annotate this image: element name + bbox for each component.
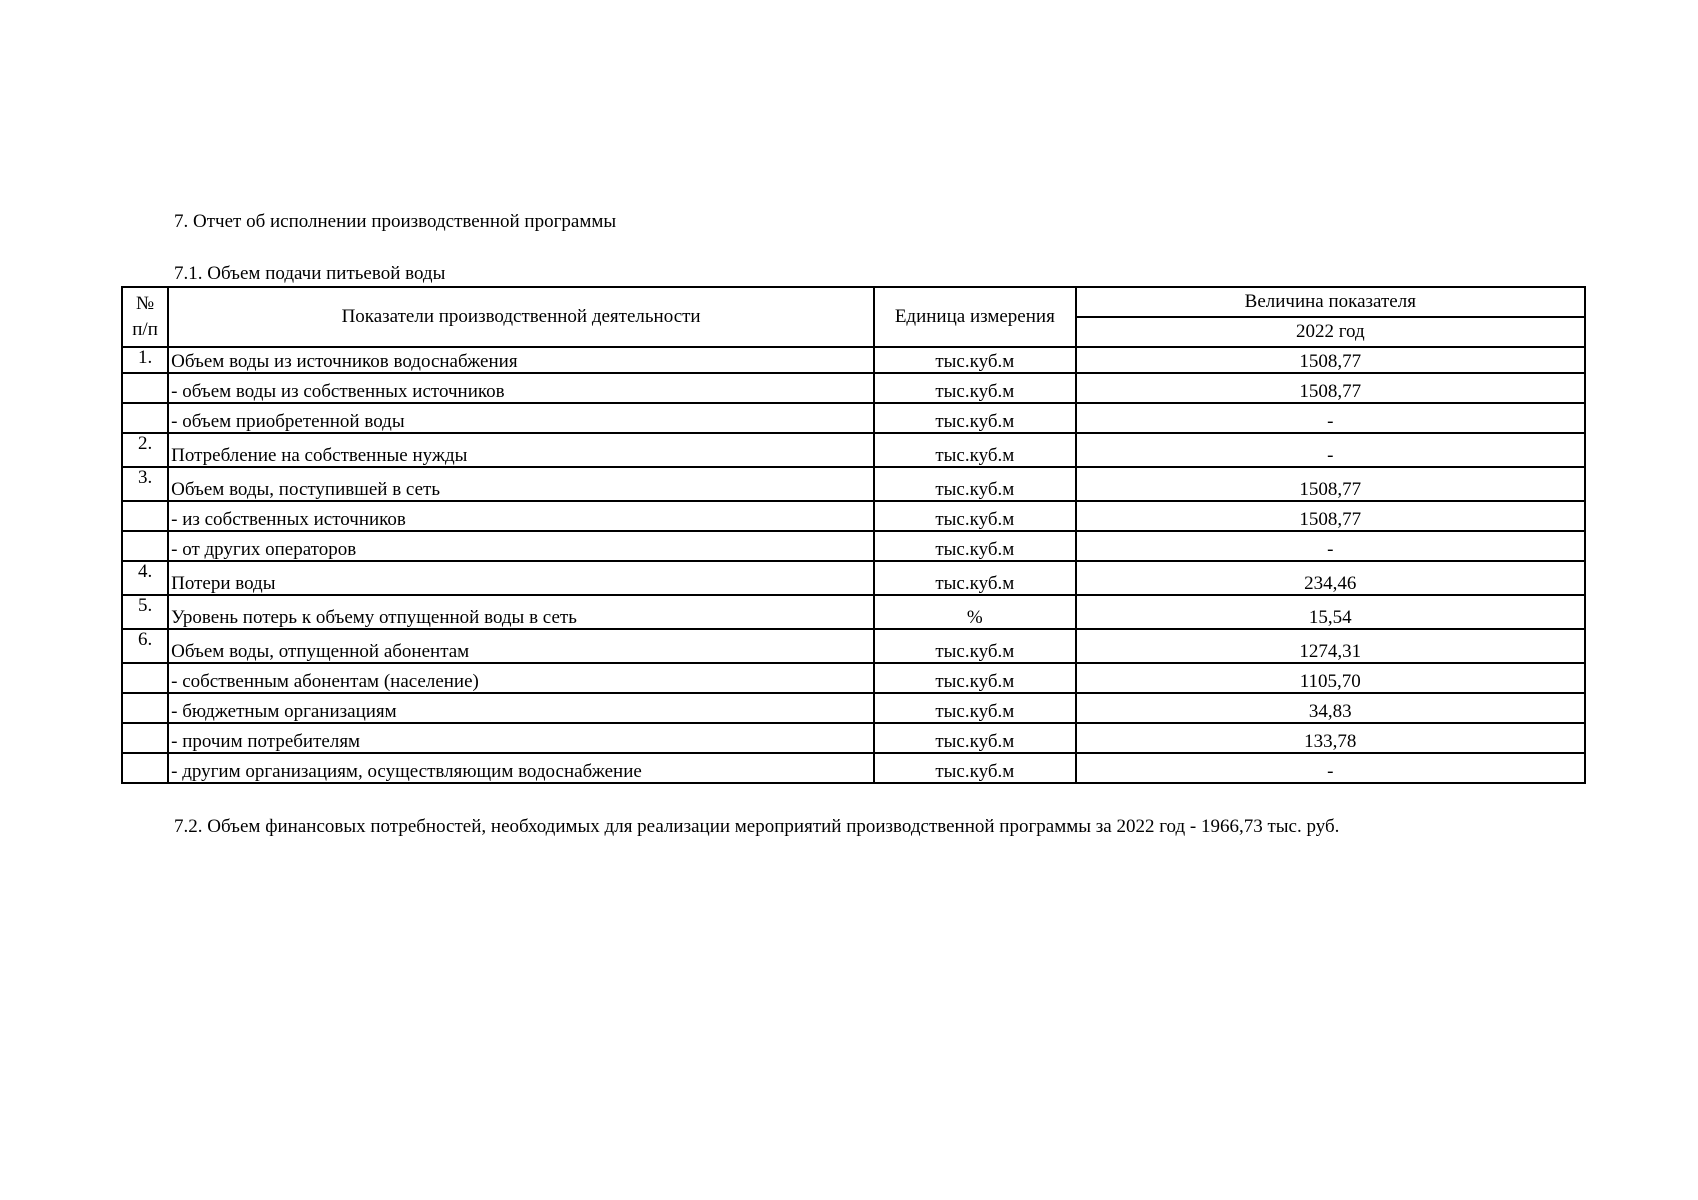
row-value: 1508,77	[1076, 347, 1585, 373]
table-row	[122, 693, 1585, 723]
header-num-line2: п/п	[132, 319, 158, 340]
section-title: 7. Отчет об исполнении производственной программы	[174, 211, 617, 232]
row-number: 2.	[122, 433, 168, 467]
row-value: 1508,77	[1076, 467, 1585, 501]
row-number: 1.	[122, 347, 168, 373]
header-indicator: Показатели производственной деятельности	[168, 287, 874, 347]
header-num-line1: №	[135, 293, 155, 314]
row-value: 234,46	[1076, 561, 1585, 595]
row-number	[122, 753, 168, 783]
row-value: -	[1076, 531, 1585, 561]
row-unit: %	[874, 595, 1076, 629]
header-year: 2022 год	[1076, 317, 1585, 347]
financial-needs-note: 7.2. Объем финансовых потребностей, необходимых для реализации мероприятий производственной программы за 2022 год - 1966,73 тыс. руб.	[174, 816, 1340, 837]
row-unit: тыс.куб.м	[874, 501, 1076, 531]
row-value: -	[1076, 753, 1585, 783]
table-row	[122, 753, 1585, 783]
row-unit: тыс.куб.м	[874, 403, 1076, 433]
table-row	[122, 595, 1585, 629]
row-number: 3.	[122, 467, 168, 501]
table-row	[122, 561, 1585, 595]
header-unit: Единица измерения	[874, 287, 1076, 347]
row-unit: тыс.куб.м	[874, 693, 1076, 723]
row-indicator: Объем воды, поступившей в сеть	[168, 467, 874, 501]
water-supply-table	[121, 286, 1586, 784]
row-unit: тыс.куб.м	[874, 467, 1076, 501]
row-unit: тыс.куб.м	[874, 723, 1076, 753]
row-value: 1508,77	[1076, 501, 1585, 531]
table-row	[122, 403, 1585, 433]
table-header-row	[122, 287, 1585, 317]
row-number: 5.	[122, 595, 168, 629]
table-row	[122, 501, 1585, 531]
row-number	[122, 723, 168, 753]
row-indicator: - бюджетным организациям	[168, 693, 874, 723]
row-indicator: - от других операторов	[168, 531, 874, 561]
row-indicator: Уровень потерь к объему отпущенной воды в сеть	[168, 595, 874, 629]
row-value: 1508,77	[1076, 373, 1585, 403]
row-number	[122, 693, 168, 723]
row-unit: тыс.куб.м	[874, 433, 1076, 467]
table-row	[122, 723, 1585, 753]
row-indicator: - объем воды из собственных источников	[168, 373, 874, 403]
row-number	[122, 663, 168, 693]
row-indicator: Потребление на собственные нужды	[168, 433, 874, 467]
row-number	[122, 531, 168, 561]
row-indicator: - из собственных источников	[168, 501, 874, 531]
table-row	[122, 467, 1585, 501]
row-unit: тыс.куб.м	[874, 629, 1076, 663]
row-value: 15,54	[1076, 595, 1585, 629]
row-unit: тыс.куб.м	[874, 531, 1076, 561]
row-unit: тыс.куб.м	[874, 663, 1076, 693]
row-value: -	[1076, 433, 1585, 467]
row-indicator: Потери воды	[168, 561, 874, 595]
table-row	[122, 373, 1585, 403]
table-row	[122, 531, 1585, 561]
row-unit: тыс.куб.м	[874, 347, 1076, 373]
table-caption: 7.1. Объем подачи питьевой воды	[174, 263, 446, 284]
row-value: -	[1076, 403, 1585, 433]
row-number: 6.	[122, 629, 168, 663]
row-value: 133,78	[1076, 723, 1585, 753]
row-indicator: - прочим потребителям	[168, 723, 874, 753]
row-unit: тыс.куб.м	[874, 373, 1076, 403]
table-row	[122, 347, 1585, 373]
row-indicator: Объем воды, отпущенной абонентам	[168, 629, 874, 663]
header-num	[122, 287, 168, 347]
row-indicator: - собственным абонентам (население)	[168, 663, 874, 693]
header-value-group: Величина показателя	[1076, 287, 1585, 317]
row-number	[122, 501, 168, 531]
row-value: 1105,70	[1076, 663, 1585, 693]
row-number	[122, 373, 168, 403]
table-row	[122, 629, 1585, 663]
table-row	[122, 433, 1585, 467]
row-number	[122, 403, 168, 433]
row-indicator: Объем воды из источников водоснабжения	[168, 347, 874, 373]
row-indicator: - другим организациям, осуществляющим водоснабжение	[168, 753, 874, 783]
row-unit: тыс.куб.м	[874, 753, 1076, 783]
row-indicator: - объем приобретенной воды	[168, 403, 874, 433]
row-value: 34,83	[1076, 693, 1585, 723]
row-unit: тыс.куб.м	[874, 561, 1076, 595]
row-number: 4.	[122, 561, 168, 595]
table-row	[122, 663, 1585, 693]
row-value: 1274,31	[1076, 629, 1585, 663]
